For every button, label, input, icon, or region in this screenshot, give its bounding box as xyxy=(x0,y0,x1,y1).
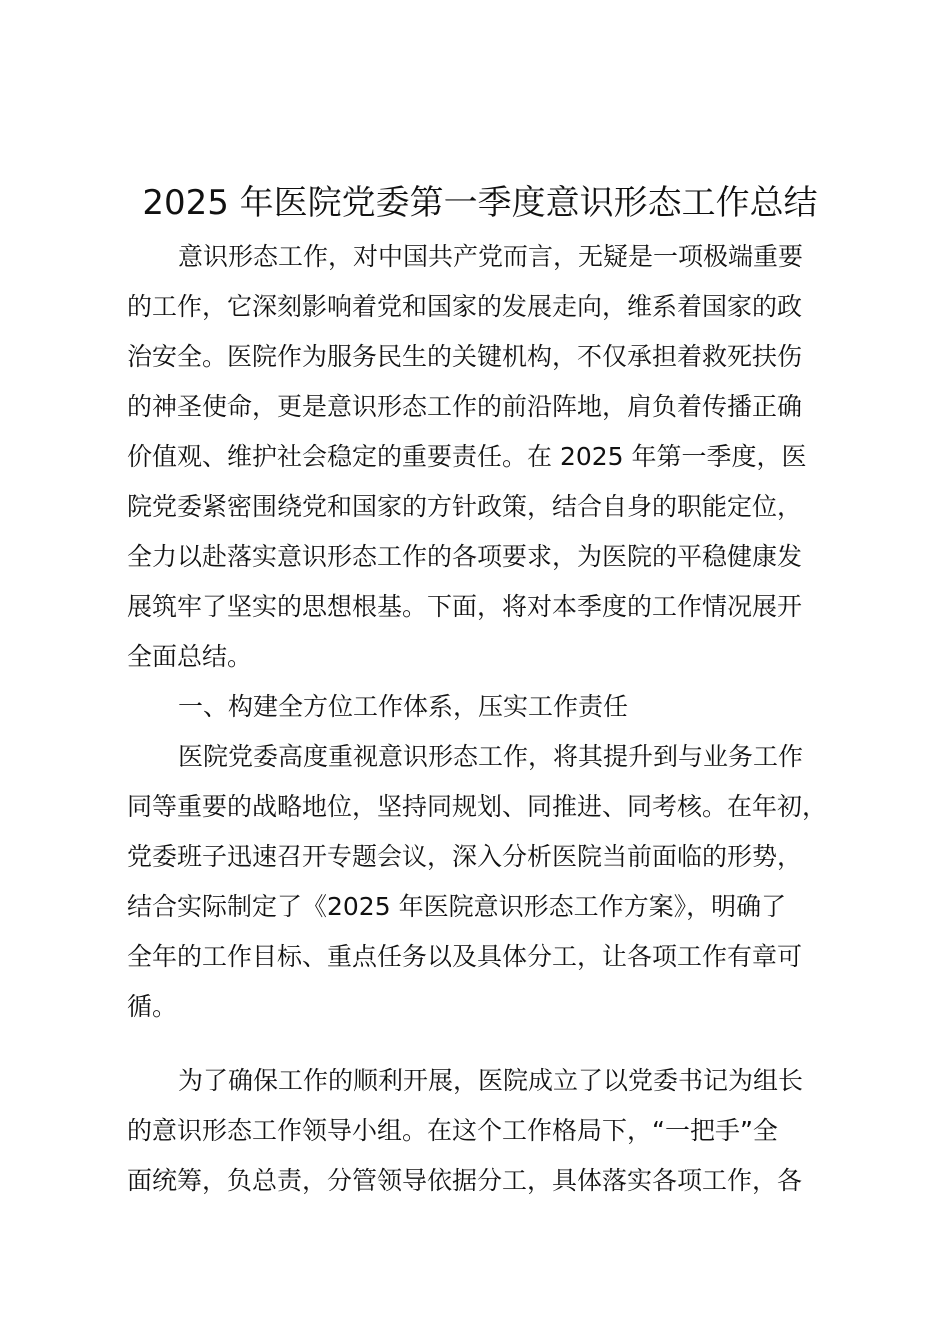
text-line: 的意识形态工作领导小组。在这个工作格局下，“一把手”全 xyxy=(127,1116,778,1145)
text-line: 展筑牢了坚实的思想根基。下面，将对本季度的工作情况展开 xyxy=(127,592,803,621)
text-line: 的工作，它深刻影响着党和国家的发展走向，维系着国家的政 xyxy=(127,292,803,321)
text-line: 循。 xyxy=(127,992,178,1021)
text-line: 院党委紧密围绕党和国家的方针政策，结合自身的职能定位， xyxy=(127,492,803,521)
text-line: 价值观、维护社会稳定的重要责任。在 2025 年第一季度，医 xyxy=(127,442,807,471)
text-line: 结合实际制定了《2025 年医院意识形态工作方案》，明确了 xyxy=(127,892,787,921)
document-title: 2025 年医院党委第一季度意识形态工作总结 xyxy=(142,183,818,223)
text-line: 治安全。医院作为服务民生的关键机构，不仅承担着救死扶伤 xyxy=(127,342,803,371)
section-heading: 一、构建全方位工作体系，压实工作责任 xyxy=(178,692,629,721)
paragraph-leadership xyxy=(127,1056,843,1206)
text-line: 意识形态工作，对中国共产党而言，无疑是一项极端重要 xyxy=(178,242,804,271)
text-line: 全力以赴落实意识形态工作的各项要求，为医院的平稳健康发 xyxy=(127,542,803,571)
text-line: 医院党委高度重视意识形态工作，将其提升到与业务工作 xyxy=(178,742,804,771)
text-line: 同等重要的战略地位，坚持同规划、同推进、同考核。在年初， xyxy=(127,792,828,821)
text-line: 为了确保工作的顺利开展，医院成立了以党委书记为组长 xyxy=(178,1066,804,1095)
text-line: 面统筹，负总责，分管领导依据分工，具体落实各项工作，各 xyxy=(127,1166,803,1195)
text-line: 全年的工作目标、重点任务以及具体分工，让各项工作有章可 xyxy=(127,942,803,971)
text-line: 党委班子迅速召开专题会议，深入分析医院当前面临的形势， xyxy=(127,842,803,871)
paragraph-intro xyxy=(127,232,843,682)
paragraph-system xyxy=(127,732,843,1032)
document-body xyxy=(127,232,843,1206)
text-line: 的神圣使命，更是意识形态工作的前沿阵地，肩负着传播正确 xyxy=(127,392,803,421)
text-line: 全面总结。 xyxy=(127,642,253,671)
